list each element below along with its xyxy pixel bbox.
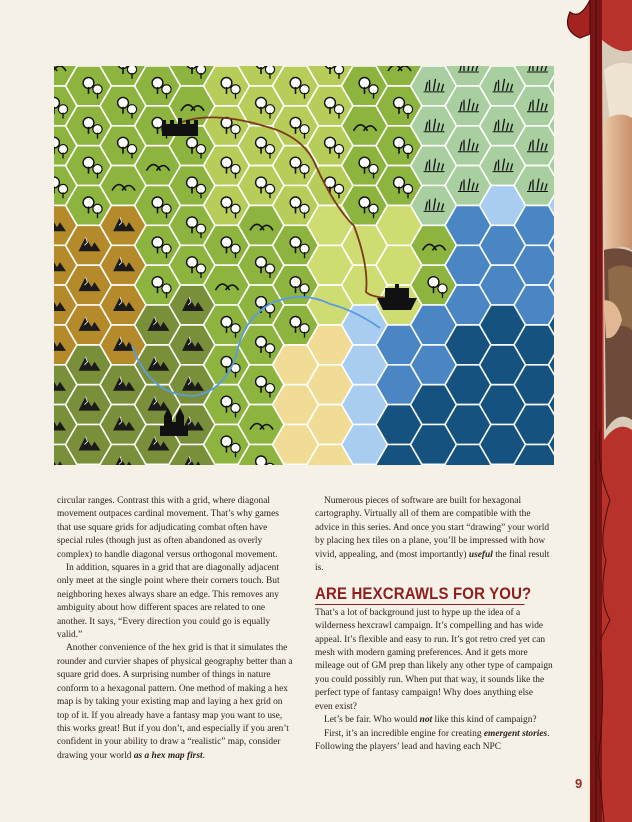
paragraph-text: First, it’s an incredible engine for creating bbox=[324, 728, 484, 739]
side-illustration bbox=[560, 0, 632, 822]
paragraph bbox=[57, 642, 295, 763]
paragraph bbox=[315, 714, 553, 727]
emphasis: useful bbox=[468, 549, 493, 560]
section-heading: ARE HEXCRAWLS FOR YOU? bbox=[315, 584, 532, 604]
hex-map-illustration bbox=[54, 66, 554, 465]
left-text-column bbox=[57, 495, 295, 763]
tree-icon bbox=[256, 456, 267, 465]
paragraph-text: Let’s be fair. Who would bbox=[324, 715, 420, 726]
emphasis: emergent stories bbox=[483, 728, 548, 739]
emphasis: as a hex map first bbox=[133, 750, 203, 761]
paragraph: That’s a lot of background just to hype up the idea of a wilderness hexcrawl campaign. It’s compelling and has wide appeal. It’s flexible and easy to run. It’s got retro cred yet can mesh with modern gaming preferences. And it gets more mileage out of GM prep than likely any other type of campaign you could possibly run. When put that way, it sounds like the perfect type of fantasy campaign! Why does anything else even exist? bbox=[315, 607, 553, 712]
paragraph bbox=[315, 495, 553, 575]
paragraph: In addition, squares in a grid that are diagonally adjacent only meet at the single point where their corners touch. But neighboring hexes always share an edge. This removes any ambiguity about how different spaces are related to one another. It says, “Every direction you could go is equally valid.” bbox=[57, 563, 280, 641]
paragraph bbox=[315, 728, 553, 755]
emphasis: not bbox=[419, 715, 433, 726]
paragraph-text: Numerous pieces of software are built for hexagonal cartography. Virtually all of them are compatible with the advice in this series. And once you start “drawing” your world by placing hex tiles on a plane, you’ll be impressed with how vivid, appealing, and (most importantly) bbox=[315, 496, 550, 560]
paragraph-text: . bbox=[202, 750, 205, 761]
page-number: 9 bbox=[575, 776, 583, 791]
right-text-column bbox=[315, 495, 553, 754]
paragraph: circular ranges. Contrast this with a grid, where diagonal movement outpaces cardinal movement. That’s why games that use square grids for adjudicating combat often have special rules (though just as often abandoned as overly complex) to handle diagonal versus orthogonal movement. bbox=[57, 496, 279, 560]
paragraph-text: Another convenience of the hex grid is that it simulates the rounder and curvier shapes of physical geography better than a square grid does. A surprising number of things in nature conform to a hexagonal pattern. One method of making a hex map is by taking your existing map and laying a hex grid on top of it. If you already have a fantasy map you want to use, this works great! But if you don’t, and especially if you aren’t confident in your ability to draw a “realistic” map, consider drawing your world bbox=[57, 643, 293, 761]
paragraph-text: like this kind of campaign? bbox=[432, 715, 537, 726]
paragraph-text: . Following the players’ lead and having each NPC bbox=[315, 728, 550, 752]
paragraph-text: the final result is. bbox=[315, 549, 550, 574]
